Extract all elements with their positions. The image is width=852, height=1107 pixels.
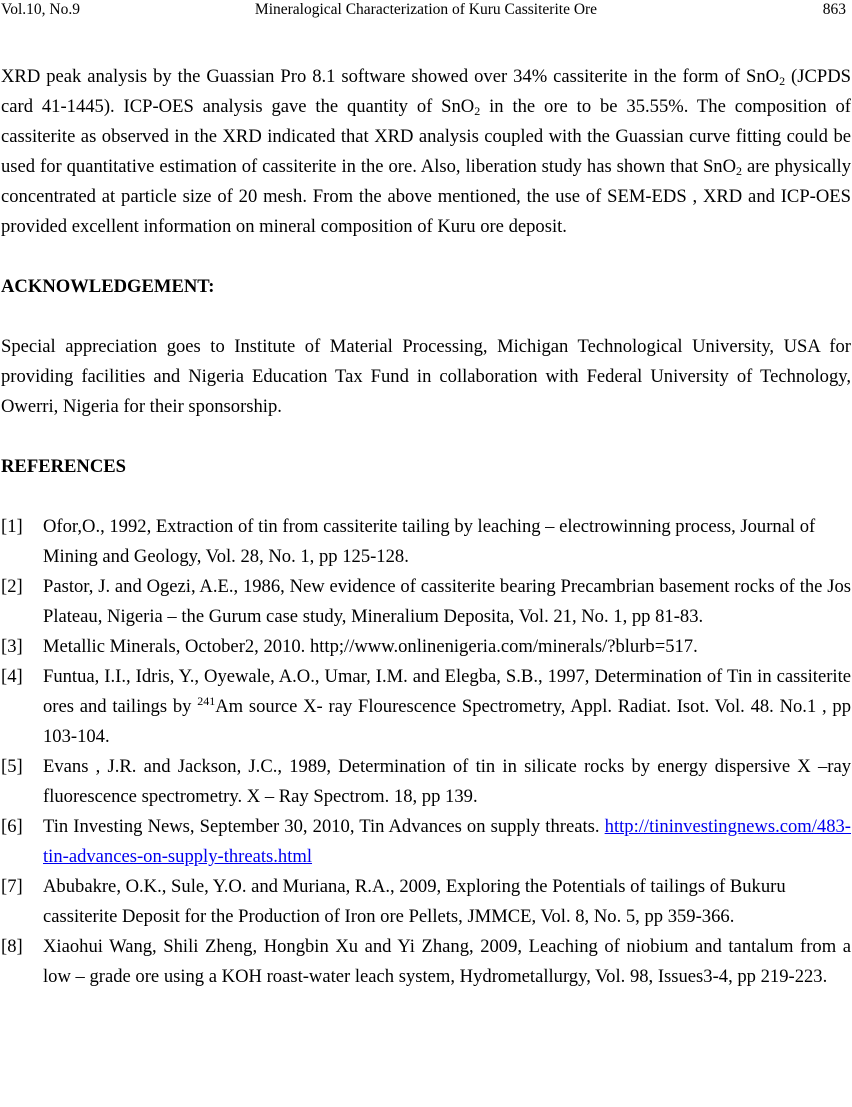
reference-item <box>1 752 851 812</box>
reference-number: [3] <box>1 636 23 657</box>
running-title: Mineralogical Characterization of Kuru Cassiterite Ore <box>254 1 598 18</box>
reference-item <box>1 872 851 932</box>
reference-text: Pastor, J. and Ogezi, A.E., 1986, New evidence of cassiterite bearing Precambrian basement rocks of the Jos Plateau, Nigeria – the Gurum case study, Mineralium Deposita, Vol. 21, No. 1, pp 81-83. <box>43 576 851 627</box>
reference-item <box>1 632 851 662</box>
reference-link[interactable]: http://tininvestingnews.com/483-tin-advances-on-supply-threats.html <box>43 816 851 867</box>
page-number: 863 <box>822 1 846 18</box>
reference-number: [2] <box>1 576 23 597</box>
running-header <box>0 0 852 24</box>
reference-number: [8] <box>1 936 23 957</box>
reference-number: [5] <box>1 756 23 777</box>
reference-item <box>1 932 851 992</box>
reference-list <box>1 512 851 992</box>
page-body <box>1 62 851 992</box>
reference-number: [7] <box>1 876 23 897</box>
reference-item <box>1 512 851 572</box>
reference-number: [4] <box>1 666 23 687</box>
reference-text: Metallic Minerals, October2, 2010. http;//www.onlinenigeria.com/minerals/?blurb=517. <box>43 636 698 657</box>
reference-text: Funtua, I.I., Idris, Y., Oyewale, A.O., Umar, I.M. and Elegba, S.B., 1997, Determination of Tin in cassiterite ores and tailings by $^{241}$Am source X- ray Flourescence Spectrometry, Appl. Radiat. Isot. Vol. 48. No.1 , pp 103-104. <box>43 666 852 747</box>
reference-text: Tin Investing News, September 30, 2010, Tin Advances on supply threats. <box>43 816 605 837</box>
acknowledgement-paragraph: Special appreciation goes to Institute of Material Processing, Michigan Technological University, USA for providing facilities and Nigeria Education Tax Fund in collaboration with Federal University of Technology, Owerri, Nigeria for their sponsorship. <box>1 336 851 417</box>
conclusion-paragraph: XRD peak analysis by the Guassian Pro 8.1 software showed over 34% cassiterite in the form of SnO$_2$ (JCPDS card 41-1445). ICP-OES analysis gave the quantity of SnO$_2$ in the ore to be 35.55%. The composition of cassiterite as observed in the XRD indicated that XRD analysis coupled with the Guassian curve fitting could be used for quantitative estimation of cassiterite in the ore. Also, liberation study has shown that SnO$_2$ are physically concentrated at particle size of 20 mesh. From the above mentioned, the use of SEM-EDS , XRD and ICP-OES provided excellent information on mineral composition of Kuru ore deposit. <box>1 66 852 237</box>
reference-text: Ofor,O., 1992, Extraction of tin from cassiterite tailing by leaching – electrowinning process, Journal of Mining and Geology, Vol. 28, No. 1, pp 125-128. <box>43 516 816 567</box>
journal-volume: Vol.10, No.9 <box>1 1 80 18</box>
reference-item <box>1 572 851 632</box>
reference-number: [6] <box>1 816 23 837</box>
references-heading: REFERENCES <box>1 456 127 477</box>
reference-text: Abubakre, O.K., Sule, Y.O. and Muriana, R.A., 2009, Exploring the Potentials of tailings of Bukuru cassiterite Deposit for the Production of Iron ore Pellets, JMMCE, Vol. 8, No. 5, pp 359-366. <box>43 876 786 927</box>
reference-item <box>1 662 851 752</box>
reference-text: Evans , J.R. and Jackson, J.C., 1989, Determination of tin in silicate rocks by energy dispersive X –ray fluorescence spectrometry. X – Ray Spectrom. 18, pp 139. <box>43 756 851 807</box>
reference-number: [1] <box>1 516 23 537</box>
reference-item <box>1 812 851 872</box>
reference-text: Xiaohui Wang, Shili Zheng, Hongbin Xu and Yi Zhang, 2009, Leaching of niobium and tantalum from a low – grade ore using a KOH roast-water leach system, Hydrometallurgy, Vol. 98, Issues3-4, pp 219-223. <box>43 936 851 987</box>
acknowledgement-heading: ACKNOWLEDGEMENT: <box>1 276 215 297</box>
